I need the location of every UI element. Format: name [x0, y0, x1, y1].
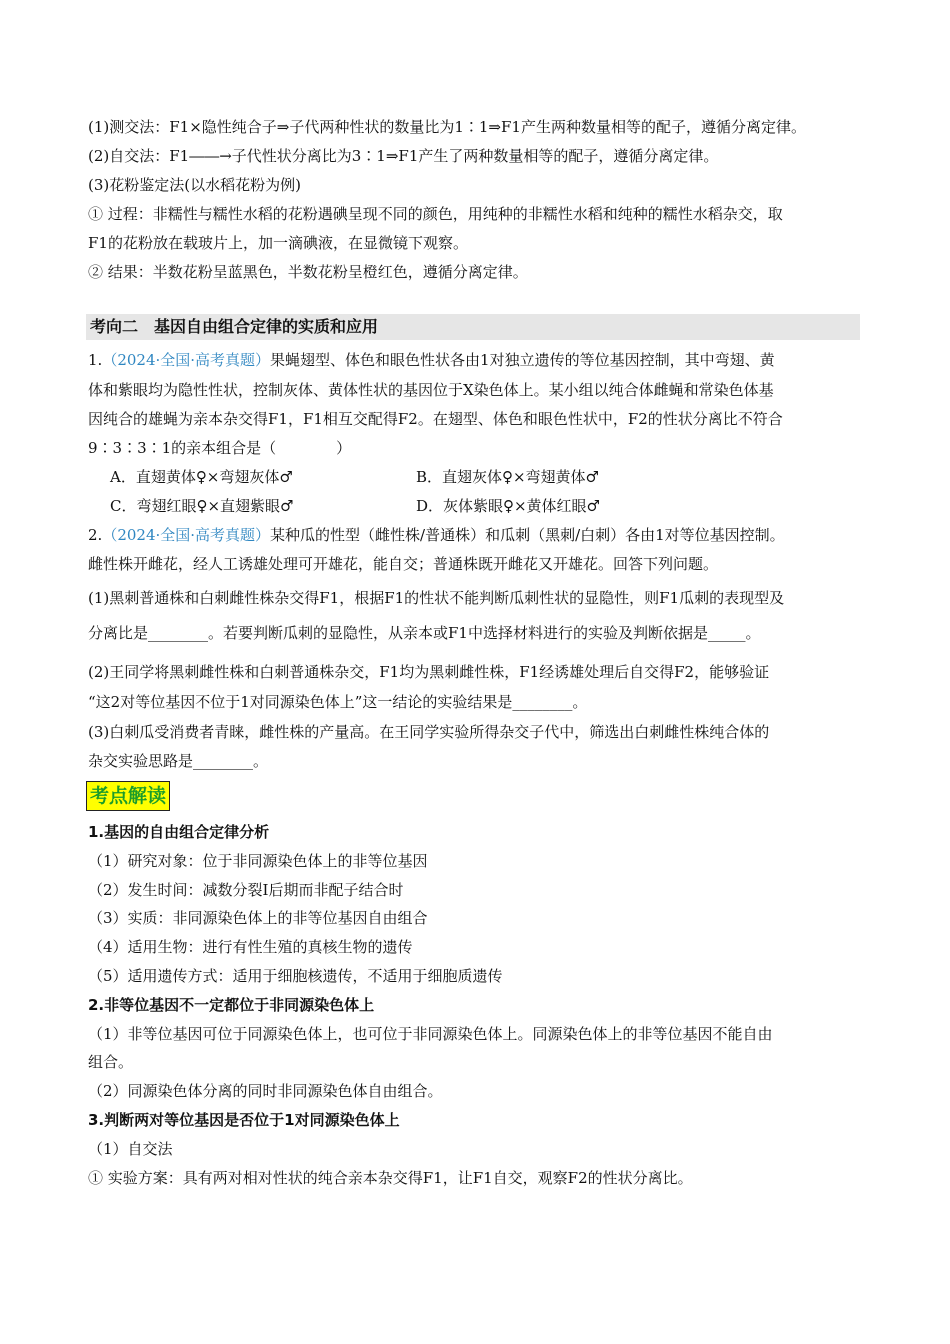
analysis-2-line-3: （2）同源染色体分离的同时非同源染色体自由组合。 [88, 1082, 443, 1100]
intro-line-3: (3)花粉鉴定法(以水稻花粉为例) [88, 176, 301, 194]
q2-part2-line-1: (2)王同学将黑刺雌性株和白刺普通株杂交，F1均为黑刺雌性株，F1经诱雄处理后自交得F2，能够验证 [88, 663, 770, 681]
analysis-2-line-2: 组合。 [88, 1053, 134, 1071]
analysis-1-item-5: （5）适用遗传方式：适用于细胞核遗传，不适用于细胞质遗传 [88, 967, 503, 985]
analysis-1-item-4: （4）适用生物：进行有性生殖的真核生物的遗传 [88, 938, 413, 956]
q2-source: （2024·全国·高考真题） [102, 526, 271, 544]
analysis-1-item-1: （1）研究对象：位于非同源染色体上的非等位基因 [88, 852, 428, 870]
key-points-badge: 考点解读 [86, 781, 170, 811]
analysis-1-item-2: （2）发生时间：减数分裂Ⅰ后期而非配子结合时 [88, 881, 404, 899]
analysis-3-line-2: ① 实验方案：具有两对相对性状的纯合亲本杂交得F1，让F1自交，观察F2的性状分离比。 [88, 1169, 693, 1187]
q2-stem-start: 某种瓜的性型（雌性株/普通株）和瓜刺（黑刺/白刺）各由1对等位基因控制。 [270, 526, 785, 544]
q2-part3-line-2: 杂交实验思路是________。 [88, 752, 269, 770]
q1-line-1 [88, 350, 775, 370]
intro-line-4: ① 过程：非糯性与糯性水稻的花粉遇碘呈现不同的颜色，用纯种的非糯性水稻和纯种的糯性水稻杂交，取 [88, 205, 783, 223]
intro-line-2: (2)自交法：F1――→子代性状分离比为3∶1⇒F1产生了两种数量相等的配子，遵循分离定律。 [88, 147, 719, 165]
q1-option-b[interactable]: B．直翅灰体♀×弯翅黄体♂ [416, 468, 600, 486]
q2-part1-line-1: (1)黑刺普通株和白刺雌性株杂交得F1，根据F1的性状不能判断瓜刺性状的显隐性，则F1瓜刺的表现型及 [88, 589, 785, 607]
analysis-heading-1: 1.基因的自由组合定律分析 [88, 823, 270, 841]
q1-line-4: 9∶3∶3∶1的亲本组合是（ ） [88, 439, 352, 457]
q1-number: 1. [88, 351, 103, 369]
analysis-2-line-1: （1）非等位基因可位于同源染色体上，也可位于非同源染色体上。同源染色体上的非等位基因不能自由 [88, 1025, 773, 1043]
q1-option-c[interactable]: C．弯翅红眼♀×直翅紫眼♂ [110, 497, 294, 515]
q1-line-3: 因纯合的雄蝇为亲本杂交得F1，F1相互交配得F2。在翅型、体色和眼色性状中，F2的性状分离比不符合 [88, 410, 783, 428]
intro-line-5: F1的花粉放在载玻片上，加一滴碘液，在显微镜下观察。 [88, 234, 468, 252]
q1-line-2: 体和紫眼均为隐性性状，控制灰体、黄体性状的基因位于X染色体上。某小组以纯合体雌蝇和常染色体基 [88, 381, 774, 399]
analysis-heading-3: 3.判断两对等位基因是否位于1对同源染色体上 [88, 1111, 400, 1129]
q1-source: （2024·全国·高考真题） [102, 351, 271, 369]
q2-part3-line-1: (3)白刺瓜受消费者青睐，雌性株的产量高。在王同学实验所得杂交子代中，筛选出白刺雌性株纯合体的 [88, 723, 770, 741]
q2-line-1 [88, 525, 785, 545]
analysis-heading-2: 2.非等位基因不一定都位于非同源染色体上 [88, 996, 375, 1014]
q2-number: 2. [88, 526, 103, 544]
q2-part2-line-2: “这2对等位基因不位于1对同源染色体上”这一结论的实验结果是________。 [88, 693, 588, 711]
analysis-1-item-3: （3）实质：非同源染色体上的非等位基因自由组合 [88, 909, 428, 927]
q1-stem-start: 果蝇翅型、体色和眼色性状各由1对独立遗传的等位基因控制，其中弯翅、黄 [270, 351, 775, 369]
section-title: 考向二 基因自由组合定律的实质和应用 [90, 317, 379, 336]
intro-line-1: (1)测交法：F1×隐性纯合子⇒子代两种性状的数量比为1∶1⇒F1产生两种数量相等的配子，遵循分离定律。 [88, 118, 806, 136]
analysis-3-line-1: （1）自交法 [88, 1140, 173, 1158]
q2-line-2: 雌性株开雌花，经人工诱雄处理可开雄花，能自交；普通株既开雌花又开雄花。回答下列问题。 [88, 555, 719, 573]
q1-option-d[interactable]: D．灰体紫眼♀×黄体红眼♂ [416, 497, 601, 515]
q1-option-a[interactable]: A．直翅黄体♀×弯翅灰体♂ [110, 468, 293, 486]
intro-line-6: ② 结果：半数花粉呈蓝黑色，半数花粉呈橙红色，遵循分离定律。 [88, 263, 528, 281]
q2-part1-line-2: 分离比是________。若要判断瓜刺的显隐性，从亲本或F1中选择材料进行的实验及判断依据是_____。 [88, 624, 761, 642]
